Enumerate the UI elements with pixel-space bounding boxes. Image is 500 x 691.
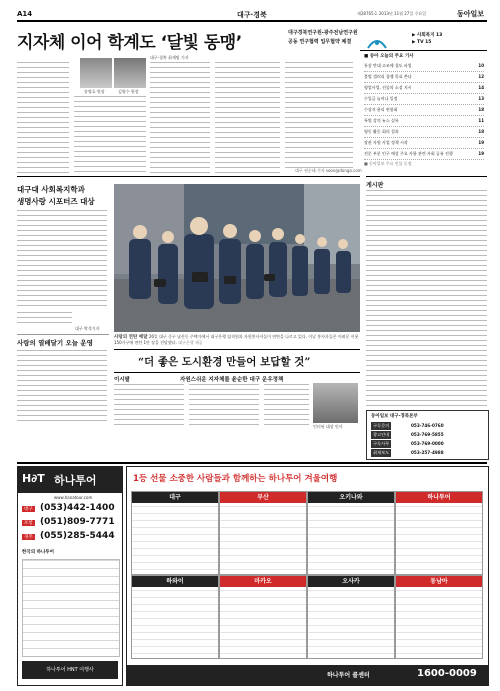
lead-body-col-3	[150, 62, 210, 174]
sidebar-item-text: 불법 갤러리 경쟁 목표 쓴다	[364, 74, 412, 79]
ad-phone-label: 대구	[24, 507, 33, 512]
lead-photo-caption-2: 김영수 원장	[118, 89, 139, 94]
ad-phone-label: 포항	[24, 521, 33, 526]
sidebar-item[interactable]	[364, 61, 484, 72]
ad-left-header	[18, 467, 122, 493]
ad-grid-cell-title: 하나투어	[396, 492, 482, 503]
quote-text: “더 좋은 도시환경 만들어 보답할 것”	[138, 356, 311, 368]
ad-phone-row	[22, 517, 118, 530]
subscription-title: 동아일보 대구·경북본부	[371, 414, 418, 419]
sidebar-item-text: 수입금 늘어나 일정	[364, 96, 398, 101]
lead-photo-caption-1: 송영호 원장	[84, 89, 105, 94]
ad-left-footer: 한국의 하나투어	[22, 550, 54, 555]
sidebar-item-page: 14	[478, 85, 484, 90]
sidebar-heading: ■ 동아 오늘의 주요 기사	[364, 54, 414, 59]
main-photo	[114, 184, 360, 332]
interview-headline: 자원스쉬운 지자체를 윤순한 대구 운우정책	[180, 377, 284, 383]
ad-left-table	[22, 559, 120, 657]
ad-grid-cell[interactable]	[131, 491, 219, 575]
subscription-value: 053-769-0000	[411, 441, 444, 446]
ad-left-logo: H∂T	[22, 472, 45, 485]
right-column-body	[366, 190, 487, 408]
interview-reporter: 이시팔	[114, 377, 130, 383]
right-column-heading: 게시판	[366, 182, 384, 189]
sidebar-item-text: 특별 강의 뉴스 실록	[364, 118, 399, 123]
interview-photo-caption: 인터뷰 대상 인사	[313, 424, 343, 429]
quote-box	[114, 349, 360, 373]
lead-byline: 대구·경북 취재팀 기자	[150, 55, 189, 60]
header-rule	[17, 20, 487, 22]
section-rule-1	[17, 176, 360, 177]
subscription-label: 구독사무	[373, 441, 390, 446]
sidebar-logo-icon	[366, 34, 388, 50]
sidebar-item-page: 18	[478, 107, 484, 112]
lead-body-col-1	[17, 62, 69, 174]
sidebar-item[interactable]	[364, 94, 484, 105]
sidebar-item-text: 영동 활동 회의 결과	[364, 129, 399, 134]
sidebar-item-page: 19	[478, 151, 484, 156]
subscription-label: 구독문의	[373, 423, 390, 428]
sidebar-item-text: 통상 반대 고조에 철도 파업	[364, 63, 412, 68]
left-body-2	[17, 350, 107, 422]
subscription-label: 광고안내	[373, 432, 390, 437]
section-title: 대구·경북	[237, 11, 267, 19]
ad-grid-cell-title: 부산	[220, 492, 306, 503]
left-heading-1: 대구대 사회복지학과	[17, 185, 85, 194]
ad-right-banner	[127, 467, 488, 487]
section-rule-2	[17, 462, 487, 464]
ad-phone-row	[22, 503, 118, 516]
sidebar-item-text: 영업사업, 선물의 소셜 지시	[364, 85, 412, 90]
left-rule	[17, 334, 109, 335]
main-photo-caption-text: 26일 대구 중구 남산동 주택가에서 대구은행 임직원과 자원봉사자들이 연탄을 나르고 있다. 이날 봉사자들은 어려운 이웃 150가구에 연탄 1만 장을 전달했다.	[114, 334, 359, 345]
left-body-1	[17, 210, 107, 310]
sidebar-item[interactable]	[364, 72, 484, 83]
page-number: A14	[17, 10, 33, 18]
sidebar-item-text: 장관 자원 사업 정책 시작	[364, 140, 408, 145]
lead-contact: 대구 권순태 기자 soon@donga.com	[295, 168, 362, 173]
lead-photo-2	[114, 58, 146, 88]
subscription-box	[366, 410, 489, 460]
sidebar-item-page: 13	[478, 96, 484, 101]
main-photo-credit: 대구은행 제공	[178, 340, 203, 345]
ad-phone-number: (051)809-7771	[40, 517, 115, 527]
lead-headline: 지자체 이어 학계도 ‘달빛 동맹’	[17, 33, 242, 53]
subscription-row	[371, 422, 483, 430]
ad-phone-number: (053)442-1400	[40, 503, 115, 513]
ad-grid-cell[interactable]	[307, 491, 395, 575]
sidebar-item-page: 10	[478, 63, 484, 68]
main-photo-caption-bold: 사랑의 연탄 배달	[114, 335, 148, 340]
sidebar-item[interactable]	[364, 127, 484, 138]
ad-phone-label: 경주	[24, 535, 33, 540]
sidebar-rule	[360, 50, 487, 51]
lead-body-col-5	[285, 62, 353, 168]
subscription-row	[371, 440, 483, 448]
ad-grid-cell-title: 하와이	[132, 576, 218, 587]
interview-body-3	[264, 384, 309, 428]
sidebar-item[interactable]	[364, 105, 484, 116]
ad-grid-cell[interactable]	[307, 575, 395, 659]
lead-body-col-4	[215, 62, 280, 174]
ad-grid-cell-title: 오키나와	[308, 492, 394, 503]
ad-left-partner: 하나투어 HNT 여행사	[22, 661, 118, 679]
sidebar-subtitle: ▶ TV 15	[412, 40, 432, 45]
sidebar-footer: ■ 동아일보 주요 인물 동정	[364, 161, 412, 166]
ad-grid-cell-title: 오사카	[308, 576, 394, 587]
sidebar-item-page: 12	[478, 74, 484, 79]
subscription-value: 053-769-5855	[411, 432, 444, 437]
ad-grid-cell-title: 대구	[132, 492, 218, 503]
interview-body-1	[114, 384, 184, 428]
ad-right-grid	[131, 491, 484, 661]
lead-photo-1	[80, 58, 112, 88]
ad-left[interactable]	[17, 466, 123, 686]
subscription-label: 취재보도	[373, 450, 390, 455]
lead-body-col-2	[74, 96, 146, 174]
left-heading-2: 생명사랑 시포터즈 대상	[17, 197, 95, 206]
page-header	[17, 8, 487, 20]
ad-grid-cell[interactable]	[131, 575, 219, 659]
subscription-row	[371, 431, 483, 439]
right-column-rule	[366, 176, 487, 177]
left-credit-1: 대구 박석기자	[75, 326, 100, 331]
sidebar-item[interactable]	[364, 138, 484, 149]
sidebar-item-text: 전문 부분 인구 예상 주요 사항 관련 사회 공유 진행	[364, 151, 453, 156]
left-heading-3: 사랑의 열배달기 오늘 운영	[17, 339, 93, 347]
subscription-value: 053-746-0760	[411, 423, 444, 428]
ad-grid-cell[interactable]	[395, 575, 483, 659]
subscription-row	[371, 449, 483, 457]
ad-grid-cell-title: 동남아	[396, 576, 482, 587]
ad-right[interactable]	[126, 466, 489, 686]
sidebar-item[interactable]	[364, 149, 484, 160]
sidebar-item[interactable]	[364, 83, 484, 94]
main-photo-caption	[114, 334, 360, 345]
sidebar-item[interactable]	[364, 116, 484, 127]
ad-grid-cell[interactable]	[219, 575, 307, 659]
paper-name: 동아일보	[457, 9, 485, 18]
ad-phone-number: (055)285-5444	[40, 531, 115, 541]
ad-left-url: www.hanatour.com	[54, 495, 93, 500]
ad-right-footer	[127, 665, 488, 685]
subscription-value: 053-257-4988	[411, 450, 444, 455]
ad-phone-row	[22, 531, 118, 544]
sidebar-item-page: 11	[478, 118, 484, 123]
ad-right-banner-text: 1등 선물 소중한 사람들과 함께하는 하나투어 겨울여행	[133, 474, 338, 484]
ad-grid-cell-title: 마카오	[220, 576, 306, 587]
interview-photo	[313, 383, 358, 423]
lead-subhead-1: 대구경북연구원-광주전남연구원	[288, 30, 358, 36]
ad-left-brand: 하나투어	[54, 474, 97, 487]
issue-info: 제28765호 2013년 11월 27일 수요일	[357, 11, 427, 16]
sidebar-title: ▶ 사회복지 13	[412, 33, 443, 38]
sidebar-item-page: 19	[478, 140, 484, 145]
ad-right-footer-phone: 1600-0009	[417, 668, 477, 679]
ad-right-footer-brand: 하나투어 콜센터	[327, 672, 370, 679]
sidebar-box	[360, 28, 487, 170]
lead-subhead-2: 공동 연구협력 업무협약 체결	[288, 39, 352, 45]
left-body-1b	[17, 312, 72, 326]
ad-grid-cell[interactable]	[395, 491, 483, 575]
ad-grid-cell[interactable]	[219, 491, 307, 575]
interview-body-2	[189, 384, 259, 428]
sidebar-item-text: 수상자 윤리 연합회	[364, 107, 398, 112]
sidebar-item-page: 18	[478, 129, 484, 134]
